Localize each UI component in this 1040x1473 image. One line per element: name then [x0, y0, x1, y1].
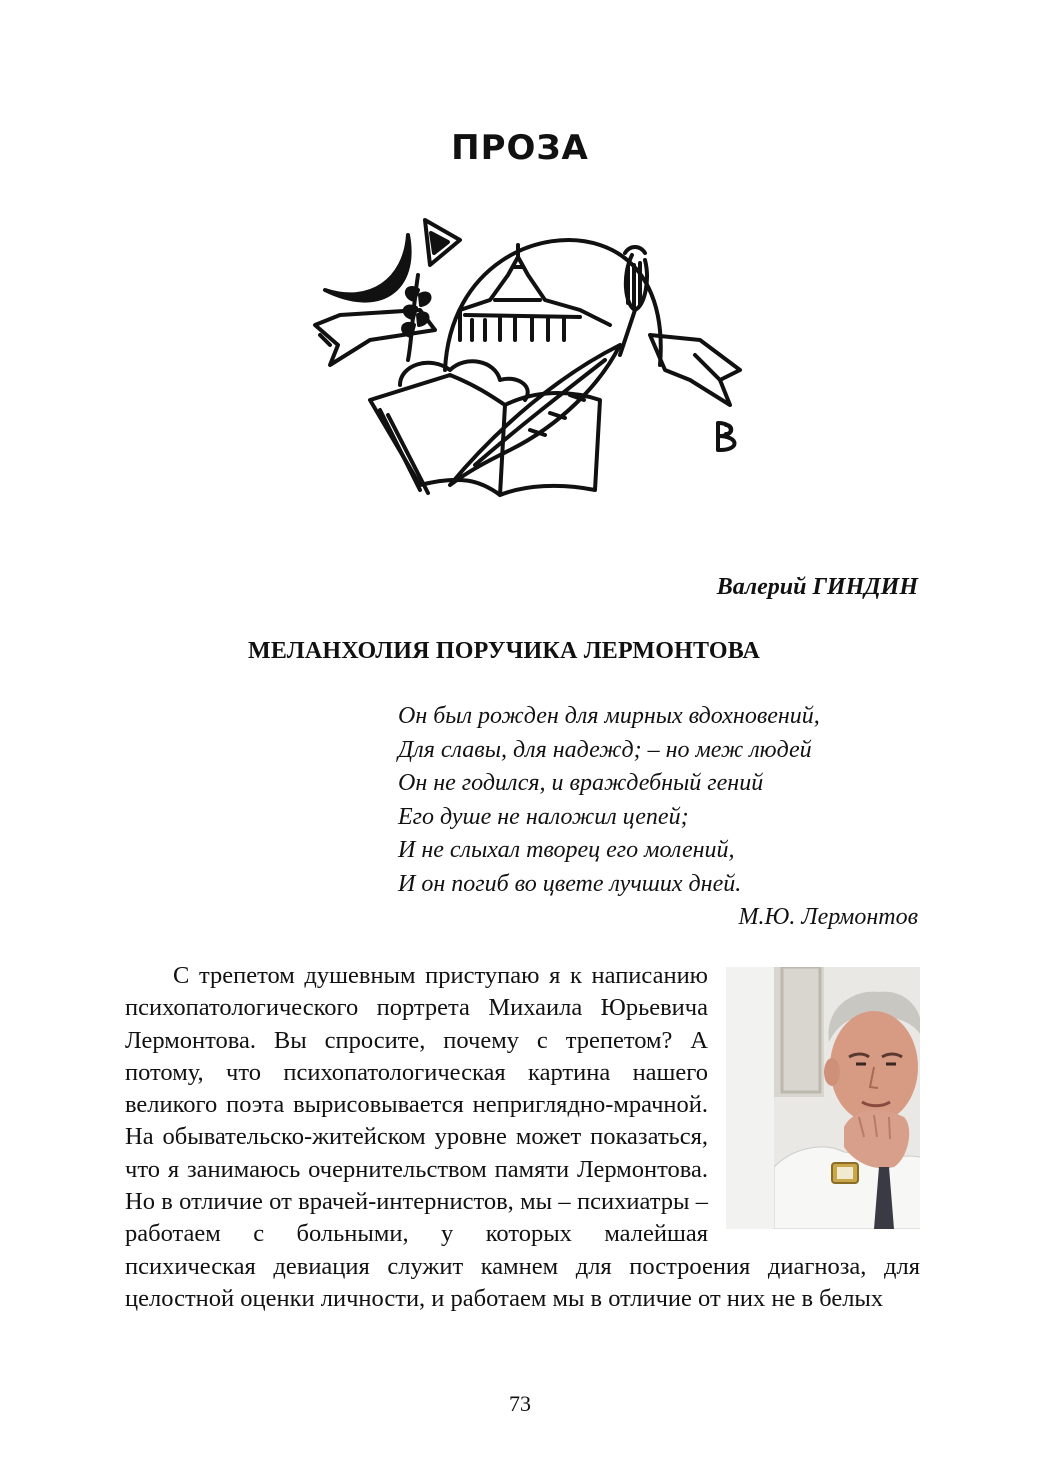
- article-body-text: С трепетом душевным приступаю я к написанию психопатологического портрета Михаила Юрьевича Лермонтова. Вы спросите, почему с трепетом? А потому, что психопатологическая картина нашего великого поэта вырисовывается неприглядно-мрачной. На обывательско-житейском уровне может показаться, что я занимаюсь очернительством памяти Лермонтова. Но в отличие от врачей-интернистов, мы – психиатры – работаем с больными, у которых малейшая психическая девиация служит камнем для построения диагноза, для целостной оценки личности, и работаем мы в отличие от них не в белых: [125, 962, 920, 1312]
- epigraph-line: Его душе не наложил цепей;: [398, 803, 689, 830]
- epigraph-line: Он был рожден для мирных вдохновений,: [398, 703, 820, 729]
- epigraph-source: М.Ю. Лермонтов: [738, 904, 918, 930]
- epigraph-line: Для славы, для надежд; – но меж людей: [398, 736, 812, 763]
- epigraph: [398, 700, 920, 935]
- article-author: Валерий ГИНДИН: [716, 574, 918, 600]
- epigraph-line: И он погиб во цвете лучших дней.: [398, 870, 742, 897]
- article-title: МЕЛАНХОЛИЯ ПОРУЧИКА ЛЕРМОНТОВА: [248, 638, 760, 664]
- page-number: 73: [509, 1391, 531, 1416]
- epigraph-line: Он не годился, и враждебный гений: [398, 770, 764, 796]
- literary-emblem-illustration: [300, 205, 760, 515]
- epigraph-line: И не слыхал творец его молений,: [398, 837, 735, 863]
- section-title: ПРОЗА: [451, 128, 589, 168]
- article-body: [125, 960, 920, 1315]
- author-portrait-photo: [726, 967, 920, 1229]
